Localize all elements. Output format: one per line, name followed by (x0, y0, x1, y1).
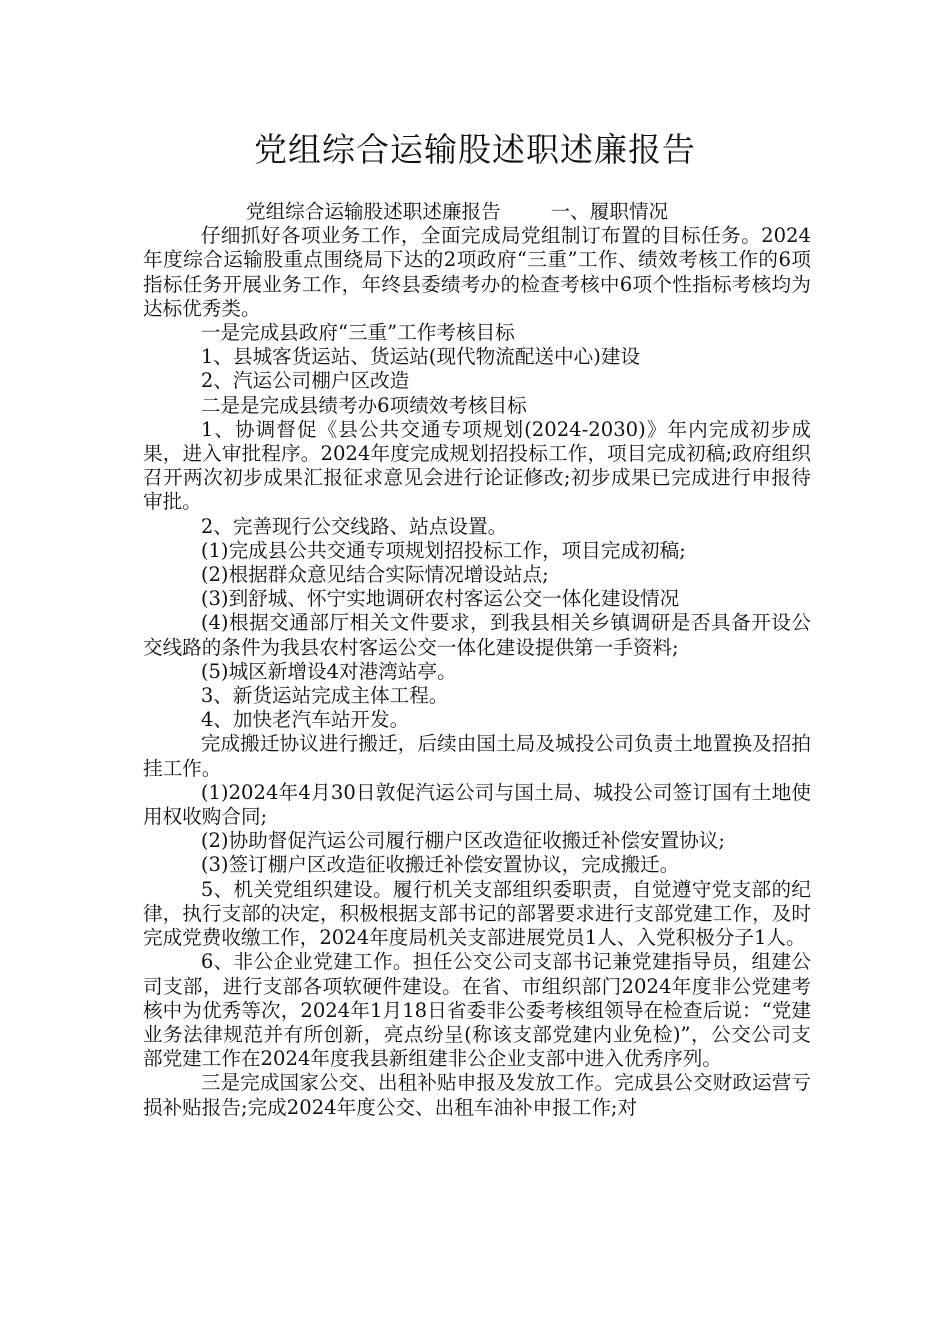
paragraph: 完成搬迁协议进行搬迁，后续由国土局及城投公司负责土地置换及招拍挂工作。 (143, 732, 811, 780)
paragraph: (1)完成县公共交通专项规划招投标工作，项目完成初稿; (200, 538, 686, 562)
paragraph: 三是完成国家公交、出租补贴申报及发放工作。完成县公交财政运营亏损补贴报告;完成2024年度公交、出租车油补申报工作;对 (143, 1071, 811, 1119)
paragraph: 1、县城客货运站、货运站(现代物流配送中心)建设 (200, 345, 641, 369)
paragraph: 4、加快老汽车站开发。 (200, 708, 410, 732)
paragraph: (3)到舒城、怀宁实地调研农村客运公交一体化建设情况 (200, 587, 680, 611)
document-body (143, 200, 811, 1120)
paragraph: 2、汽运公司棚户区改造 (200, 369, 410, 393)
paragraph: 党组综合运输股述职述廉报告 一、履职情况 (246, 200, 669, 223)
paragraph: (4)根据交通部厅相关文件要求，到我县相关乡镇调研是否具备开设公交线路的条件为我县农村客运公交一体化建设提供第一手资料; (143, 611, 811, 659)
paragraph: 6、非公企业党建工作。担任公交公司支部书记兼党建指导员，组建公司支部，进行支部各项软硬件建设。在省、市组织部门2024年度非公党建考核中为优秀等次，2024年1月18日省委非公委考核组领导在检查后说：“党建业务法律规范并有所创新，亮点纷呈(称该支部党建内业免检)”，公交公司支部党建工作在2024年度我县新组建非公企业支部中进入优秀序列。 (143, 950, 811, 1071)
paragraph: (1)2024年4月30日敦促汽运公司与国土局、城投公司签订国有土地使用权收购合同; (143, 780, 811, 829)
paragraph: 5、机关党组织建设。履行机关支部组织委职责，自觉遵守党支部的纪律，执行支部的决定，积极根据支部书记的部署要求进行支部党建工作，及时完成党费收缴工作，2024年度局机关支部进展党员1人、入党积极分子1人。 (143, 877, 811, 950)
document-title: 党组综合运输股述职述廉报告 (254, 130, 696, 169)
paragraph: 1、协调督促《县公共交通专项规划(2024-2030)》年内完成初步成果，进入审批程序。2024年度完成规划招投标工作，项目完成初稿;政府组织召开两次初步成果汇报征求意见会进行论证修改;初步成果已完成进行申报待审批。 (143, 417, 811, 514)
paragraph: (5)城区新增设4对港湾站亭。 (200, 659, 457, 683)
paragraph: (2)协助督促汽运公司履行棚户区改造征收搬迁补偿安置协议; (200, 829, 726, 853)
paragraph: (3)签订棚户区改造征收搬迁补偿安置协议，完成搬迁。 (200, 853, 680, 877)
paragraph: 仔细抓好各项业务工作，全面完成局党组制订布置的目标任务。2024年度综合运输股重点围绕局下达的2项政府“三重”工作、绩效考核工作的6项指标任务开展业务工作，年终县委绩考办的检查考核中6项个性指标考核均为达标优秀类。 (143, 224, 811, 320)
paragraph: 3、新货运站完成主体工程。 (200, 684, 449, 708)
paragraph: 二是是完成县绩考办6项绩效考核目标 (200, 393, 527, 417)
paragraph: 一是完成县政府“三重”工作考核目标 (200, 321, 515, 345)
paragraph: (2)根据群众意见结合实际情况增设站点; (200, 563, 549, 587)
paragraph: 2、完善现行公交线路、站点设置。 (200, 514, 508, 538)
